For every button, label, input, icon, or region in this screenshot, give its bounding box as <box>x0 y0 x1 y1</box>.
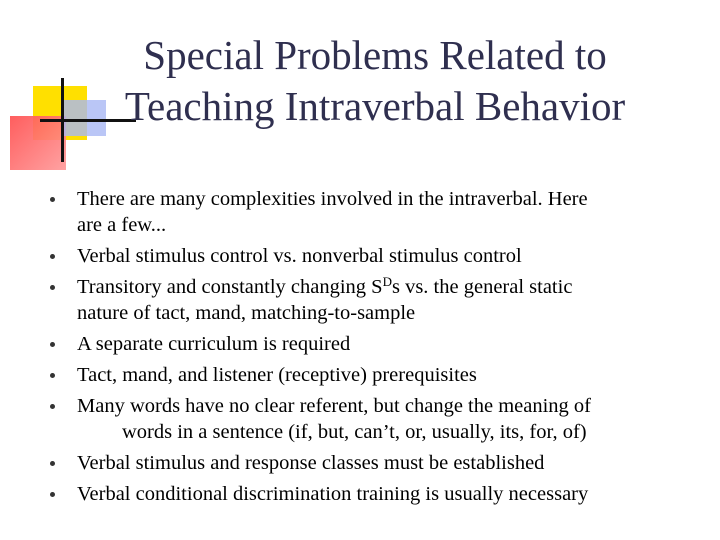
bullet-text: A separate curriculum is required <box>77 333 351 355</box>
title-line-1: Special Problems Related to <box>143 32 607 78</box>
slide-title <box>90 30 660 132</box>
bullet-text-line-indented: words in a sentence (if, but, can’t, or, usually, its, for, of) <box>122 421 587 443</box>
bullet-dot-icon <box>50 373 55 378</box>
bullet-text-line: are a few... <box>77 214 167 236</box>
bullet-text: Verbal stimulus control vs. nonverbal stimulus control <box>77 245 522 267</box>
bullet-dot-icon <box>50 404 55 409</box>
title-line-2: Teaching Intraverbal Behavior <box>124 83 626 129</box>
bullet-item-prerequisites <box>50 362 700 388</box>
bullet-text: Tact, mand, and listener (receptive) prerequisites <box>77 364 477 386</box>
bullet-dot-icon <box>50 197 55 202</box>
bullet-dot-icon <box>50 254 55 259</box>
bullet-dot-icon <box>50 461 55 466</box>
bullet-text-post: s vs. the general static <box>391 276 573 298</box>
bullet-item-transitory <box>50 274 700 326</box>
bullet-dot-icon <box>50 342 55 347</box>
red-square-shape <box>10 116 66 170</box>
bullet-list <box>50 186 700 512</box>
bullet-text-line <box>77 274 700 300</box>
bullet-dot-icon <box>50 285 55 290</box>
vertical-line-shape <box>61 78 64 162</box>
bullet-item-stimulus-control <box>50 243 700 269</box>
bullet-item-response-classes <box>50 450 700 476</box>
bullet-item-referent <box>50 393 700 445</box>
bullet-text-line: Many words have no clear referent, but change the meaning of <box>77 395 592 417</box>
bullet-text-line: nature of tact, mand, matching-to-sample <box>77 302 416 324</box>
bullet-text: Verbal stimulus and response classes must be established <box>77 452 545 474</box>
bullet-item-curriculum <box>50 331 700 357</box>
bullet-text: Verbal conditional discrimination training is usually necessary <box>77 483 589 505</box>
bullet-item-complexities <box>50 186 700 238</box>
bullet-text-line: There are many complexities involved in the intraverbal. Here <box>77 188 588 210</box>
bullet-text-pre: Transitory and constantly changing S <box>77 276 383 298</box>
superscript-d: D <box>382 274 392 289</box>
bullet-item-conditional-discrimination <box>50 481 700 507</box>
bullet-dot-icon <box>50 492 55 497</box>
